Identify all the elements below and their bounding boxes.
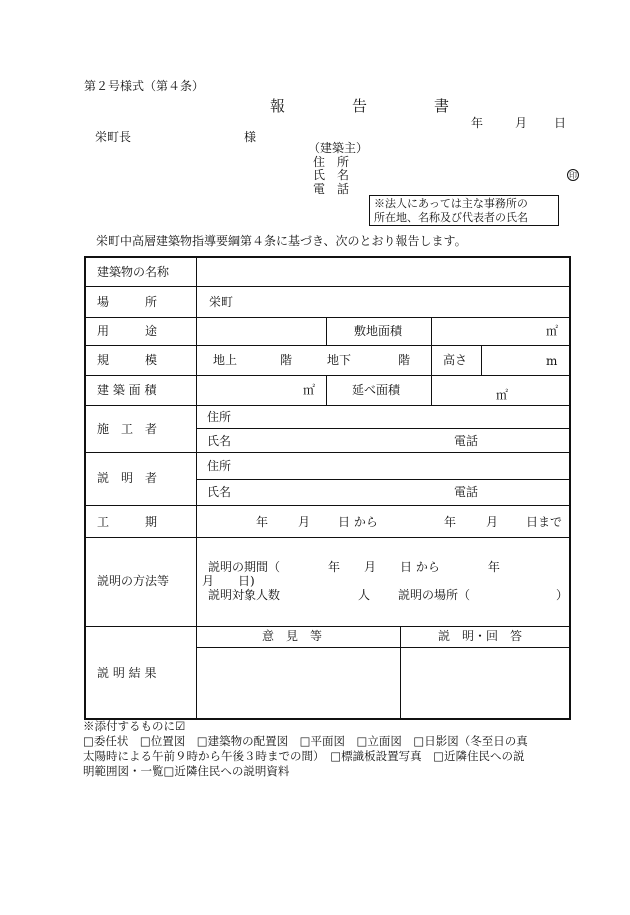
- height-unit: m: [546, 354, 558, 368]
- col-divider: [326, 317, 327, 345]
- total-floor-area-unit: ㎡: [496, 388, 509, 402]
- label-explanation-method: 説明の方法等: [97, 574, 170, 588]
- method-period-line: 説明の期間（ 年 月 日 から 年: [208, 560, 500, 574]
- sub-row-divider: [196, 647, 569, 648]
- report-table: [84, 256, 571, 720]
- answers-header: 説 明・回 答: [438, 629, 523, 643]
- addressee: 栄町長: [95, 130, 132, 144]
- explanation-place-label: 説明の場所（: [398, 588, 471, 602]
- row-divider: [86, 317, 569, 318]
- label-building-area: 建 築 面 積: [97, 383, 157, 397]
- method-period-line-cont: 月 日): [202, 574, 255, 588]
- period-end-day: 日まで: [526, 515, 563, 529]
- row-divider: [86, 505, 569, 506]
- above-floors-unit: 階: [280, 353, 293, 367]
- label-column-divider: [196, 258, 197, 718]
- document-title: 報 告 書: [270, 97, 476, 115]
- col-divider: [431, 375, 432, 405]
- contractor-phone-label: 電話: [454, 434, 479, 448]
- row-divider: [86, 405, 569, 406]
- target-count-unit: 人: [358, 588, 371, 602]
- col-divider: [400, 626, 401, 718]
- attachments-title: [83, 718, 185, 734]
- label-scale: 規 模: [97, 353, 158, 367]
- explainer-address-label: 住所: [207, 459, 232, 473]
- row-divider: [86, 375, 569, 376]
- period-start-day: 日 から: [338, 515, 378, 529]
- honorific: 様: [244, 130, 257, 144]
- label-location: 場 所: [97, 295, 158, 309]
- sub-row-divider: [196, 428, 569, 429]
- attachments-title-text: ※添付するものに: [83, 719, 175, 733]
- check-icon: ☑: [175, 719, 186, 733]
- building-area-unit: ㎡: [303, 383, 316, 397]
- intro-text: 栄町中高層建築物指導要綱第４条に基づき、次のとおり報告します。: [96, 234, 467, 248]
- label-total-floor-area: 延べ面積: [352, 383, 401, 397]
- row-divider: [86, 452, 569, 453]
- period-end-year: 年: [444, 515, 457, 529]
- period-start-month: 月: [298, 515, 311, 529]
- col-divider: [431, 317, 432, 345]
- address-label: 住 所: [313, 155, 350, 169]
- row-divider: [86, 626, 569, 627]
- attachments-line-2: 太陽時による午前９時から午後３時までの間） □標識板設置写真 □近隣住民への説: [83, 749, 525, 763]
- explainer-phone-label: 電話: [454, 485, 479, 499]
- explainer-name-label: 氏名: [207, 485, 232, 499]
- label-contractor: 施 工 者: [97, 422, 158, 436]
- attachments-line-1: □委任状 □位置図 □建築物の配置図 □平面図 □立面図 □日影図（冬至日の真: [83, 734, 528, 748]
- applicant-label: （建築主）: [308, 141, 369, 155]
- note-line-1: ※法人にあっては主な事務所の: [374, 197, 528, 210]
- contractor-address-label: 住所: [207, 410, 232, 424]
- label-construction-period: 工 期: [97, 515, 158, 529]
- contractor-name-label: 氏名: [207, 434, 232, 448]
- date-month-label: 月: [515, 116, 528, 130]
- row-divider: [86, 345, 569, 346]
- sub-row-divider: [196, 479, 569, 480]
- above-ground-label: 地上: [213, 353, 238, 367]
- attachments-line-3: 明範囲図・一覧□近隣住民への説明資料: [83, 764, 290, 778]
- below-floors-unit: 階: [398, 353, 411, 367]
- opinions-header: 意 見 等: [262, 629, 323, 643]
- location-value: 栄町: [209, 295, 234, 309]
- col-divider: [481, 345, 482, 375]
- label-use: 用 途: [97, 324, 158, 338]
- label-site-area: 敷地面積: [354, 324, 403, 338]
- col-divider: [431, 345, 432, 375]
- date-day-label: 日: [554, 116, 567, 130]
- label-explanation-result: 説 明 結 果: [97, 666, 157, 680]
- explanation-place-close: ）: [556, 588, 569, 602]
- row-divider: [86, 286, 569, 287]
- label-building-name: 建築物の名称: [97, 265, 170, 279]
- label-height: 高さ: [443, 353, 468, 367]
- phone-label: 電 話: [313, 182, 350, 196]
- row-divider: [86, 537, 569, 538]
- col-divider: [326, 375, 327, 405]
- target-count-label: 説明対象人数: [208, 588, 281, 602]
- period-start-year: 年: [256, 515, 269, 529]
- label-explainer: 説 明 者: [97, 471, 158, 485]
- note-line-2: 所在地、名称及び代表者の氏名: [374, 211, 528, 224]
- name-label: 氏 名: [313, 168, 350, 182]
- date-year-label: 年: [471, 116, 484, 130]
- form-number: 第２号様式（第４条）: [84, 79, 205, 93]
- period-end-month: 月: [486, 515, 499, 529]
- corporation-note: [369, 195, 559, 226]
- site-area-unit: ㎡: [546, 324, 559, 338]
- below-ground-label: 地下: [327, 353, 352, 367]
- seal-mark: 印: [569, 170, 577, 180]
